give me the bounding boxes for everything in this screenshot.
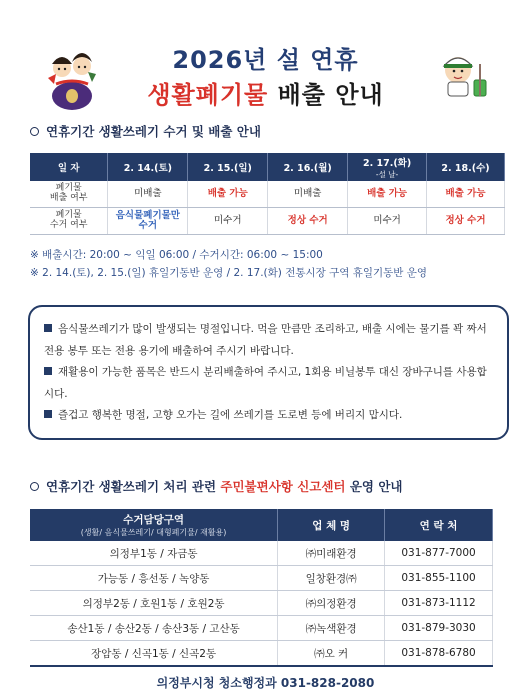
- center-row: [30, 541, 493, 566]
- schedule-header-label: 2. 14.(토): [123, 163, 172, 174]
- schedule-header-cell: [30, 153, 108, 181]
- area-cell: 의정부2동 / 호원1동 / 호원2동: [30, 591, 278, 616]
- circle-bullet-icon: [30, 482, 39, 491]
- schedule-header-label: 2. 17.(화): [362, 157, 412, 169]
- contact-cell: 031-873-1112: [385, 591, 493, 616]
- center-row: [30, 616, 493, 641]
- center-heading-highlight: 주민불편사항 신고센터: [220, 479, 346, 494]
- contact-column-header: 연 락 처: [385, 509, 493, 541]
- notice-item-text: 재활용이 가능한 품목은 반드시 분리배출하여 주시고, 1회용 비닐봉투 대신 장바구니를 사용합시다.: [44, 366, 487, 400]
- schedule-cell: 정상 수거: [268, 208, 348, 235]
- schedule-cell: 배출 가능: [427, 181, 505, 208]
- center-row: [30, 566, 493, 591]
- schedule-row: [30, 208, 505, 235]
- center-body: [30, 541, 493, 666]
- notice-list: [44, 319, 493, 427]
- page-title: 2026년 설 연휴: [172, 46, 359, 74]
- schedule-header-cell: [427, 153, 505, 181]
- company-cell: ㈜미래환경: [278, 541, 385, 566]
- schedule-header-label: 2. 15.(일): [203, 163, 252, 174]
- schedule-header-cell: [188, 153, 268, 181]
- schedule-table: [30, 153, 505, 235]
- company-cell: 일창환경㈜: [278, 566, 385, 591]
- contact-cell: 031-878-6780: [385, 641, 493, 667]
- area-header-label: 수거담당구역: [123, 514, 185, 526]
- center-section-heading: [30, 477, 403, 495]
- company-cell: ㈜녹색환경: [278, 616, 385, 641]
- holiday-team-note: ※ 2. 14.(토), 2. 15.(일) 휴일기동반 운영 / 2. 17.(화) 전통시장 구역 휴일기동반 운영: [30, 267, 428, 279]
- square-bullet-icon: [44, 410, 52, 418]
- time-note: ※ 배출시간: 20:00 ~ 익일 06:00 / 수거시간: 06:00 ~ 15:00: [30, 249, 323, 261]
- company-cell: ㈜의정환경: [278, 591, 385, 616]
- center-header-row: [30, 509, 493, 541]
- schedule-cell: 미수거: [348, 208, 427, 235]
- schedule-cell: 배출 가능: [188, 181, 268, 208]
- schedule-cell: 정상 수거: [427, 208, 505, 235]
- page-subtitle: [0, 75, 531, 110]
- center-heading-after: 운영 안내: [349, 479, 403, 494]
- center-row: [30, 641, 493, 667]
- subtitle-highlight: 생활폐기물: [147, 81, 269, 109]
- schedule-body: [30, 181, 505, 235]
- contact-cell: 031-879-3030: [385, 616, 493, 641]
- schedule-header-label: 2. 16.(월): [283, 163, 332, 174]
- area-column-header: [30, 509, 278, 541]
- area-cell: 장암동 / 신곡1동 / 신곡2동: [30, 641, 278, 667]
- schedule-heading-text: 연휴기간 생활쓰레기 수거 및 배출 안내: [46, 124, 261, 139]
- notice-item: [44, 405, 493, 427]
- report-center-table: [30, 509, 493, 667]
- contact-cell: 031-855-1100: [385, 566, 493, 591]
- footer-contact: 의정부시청 청소행정과 031-828-2080: [156, 676, 375, 690]
- schedule-header-label: 2. 18.(수): [441, 163, 490, 174]
- company-cell: ㈜오 커: [278, 641, 385, 667]
- schedule-section-heading: [30, 122, 261, 140]
- notice-item-text: 음식물쓰레기가 많이 발생되는 명절입니다. 먹을 만큼만 조리하고, 배출 시에는 물기를 꽉 짜서 전용 봉투 또는 전용 용기에 배출하여 주시기 바랍니다.: [44, 323, 487, 357]
- area-header-sub: (생활/ 음식물쓰레기/ 대형폐기물/ 재활용): [80, 528, 227, 537]
- schedule-row-label: 폐기물 배출 여부: [30, 181, 108, 208]
- area-cell: 의정부1동 / 자금동: [30, 541, 278, 566]
- schedule-cell: 음식물폐기물만 수거: [108, 208, 188, 235]
- schedule-header-cell: [348, 153, 427, 181]
- schedule-header-sublabel: -설 날-: [375, 169, 399, 179]
- schedule-row: [30, 181, 505, 208]
- schedule-header-cell: [108, 153, 188, 181]
- schedule-header-cell: [268, 153, 348, 181]
- company-column-header: 업 체 명: [278, 509, 385, 541]
- notice-box: [28, 305, 509, 440]
- schedule-row-label: 폐기물 수거 여부: [30, 208, 108, 235]
- schedule-header-label: 일 자: [57, 163, 80, 174]
- subtitle-rest: 배출 안내: [277, 81, 384, 109]
- notice-item: [44, 319, 493, 362]
- square-bullet-icon: [44, 367, 52, 375]
- schedule-header-row: [30, 153, 505, 181]
- schedule-cell: 배출 가능: [348, 181, 427, 208]
- schedule-cell: 미배출: [108, 181, 188, 208]
- area-cell: 가능동 / 흥선동 / 녹양동: [30, 566, 278, 591]
- notice-item-text: 즐겁고 행복한 명절, 고향 오가는 길에 쓰레기를 도로변 등에 버리지 맙시다.: [58, 409, 403, 421]
- contact-cell: 031-877-7000: [385, 541, 493, 566]
- center-row: [30, 591, 493, 616]
- schedule-cell: 미배출: [268, 181, 348, 208]
- schedule-cell: 미수거: [188, 208, 268, 235]
- square-bullet-icon: [44, 324, 52, 332]
- circle-bullet-icon: [30, 127, 39, 136]
- notice-item: [44, 362, 493, 405]
- center-heading-before: 연휴기간 생활쓰레기 처리 관련: [46, 479, 217, 494]
- area-cell: 송산1동 / 송산2동 / 송산3동 / 고산동: [30, 616, 278, 641]
